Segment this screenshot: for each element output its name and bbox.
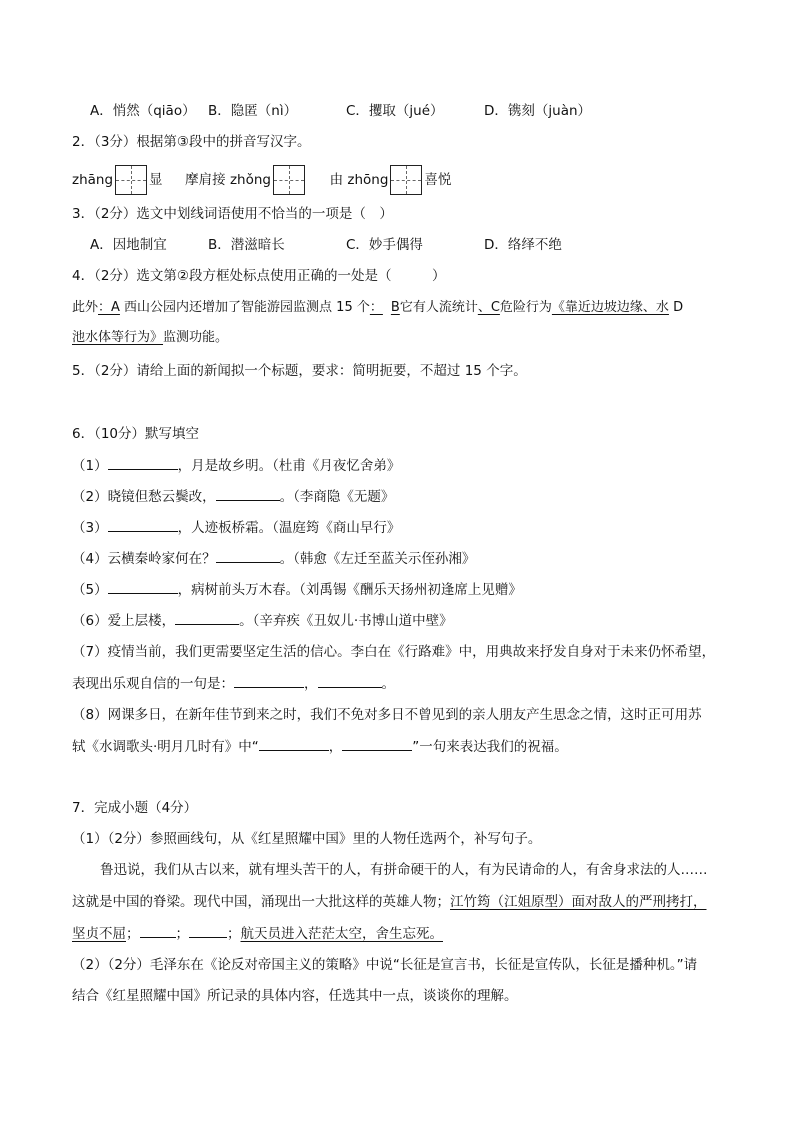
q2-tianzi-box-1[interactable] <box>115 165 147 195</box>
q6-item-7-line-2 <box>72 673 395 694</box>
q6-item-2 <box>72 486 394 507</box>
q6-blank-5[interactable] <box>108 579 178 594</box>
q7-passage-line-3 <box>72 923 443 944</box>
q6-item-1 <box>72 455 400 476</box>
q3-stem: 3．（2分）选文中划线词语使用不恰当的一项是（ ） <box>72 206 393 222</box>
q4-mark-c: 、C <box>477 300 500 315</box>
q4-text: 监测功能。 <box>163 330 229 345</box>
q6-text: 。（辛弃疾《丑奴儿·书博山道中壁》 <box>239 613 453 629</box>
q6-item-8-line-2 <box>72 736 568 757</box>
q7-text: ； <box>227 926 241 942</box>
q6-text: ，月是故乡明。（杜甫《月夜忆舍弟》 <box>177 458 401 474</box>
q6-text: ”一句来表达我们的祝福。 <box>412 739 568 755</box>
q4-passage-line-1 <box>72 298 683 318</box>
q1-options <box>90 101 591 121</box>
q6-blank-1[interactable] <box>108 455 178 470</box>
q6-text: （1） <box>72 458 108 474</box>
q2-tianzi-box-3[interactable] <box>390 165 422 195</box>
q6-text: ， <box>328 739 343 755</box>
q4-passage-line-2 <box>72 328 228 348</box>
q6-text: （4）云横秦岭家何在？ <box>72 551 216 567</box>
q7-blank-2[interactable] <box>189 923 227 938</box>
q1-option-b[interactable]: B．隐匿（nì） <box>208 103 298 119</box>
q6-item-5 <box>72 579 522 600</box>
q6-text: 表现出乐观自信的一句是： <box>72 676 234 692</box>
q6-text: （6）爱上层楼， <box>72 613 176 629</box>
q4-underlined-text: 《靠近边坡边缘、水 <box>551 300 669 315</box>
q4-text: 西山公园内还增加了智能游园监测点 15 个 <box>119 300 370 315</box>
q4-text: 它有人流统计 <box>399 300 478 315</box>
q6-blank-3[interactable] <box>108 517 178 532</box>
q7-sub1-stem: （1）（2分）参照画线句，从《红星照耀中国》里的人物任选两个，补写句子。 <box>72 831 542 847</box>
q6-text: （5） <box>72 582 108 598</box>
q6-blank-7b[interactable] <box>318 673 382 688</box>
q6-blank-8b[interactable] <box>342 736 412 751</box>
q2-after-3: 喜悦 <box>424 172 452 188</box>
q4-text: 危险行为 <box>499 300 552 315</box>
q6-blank-8a[interactable] <box>259 736 329 751</box>
q4-mark-d: D <box>668 300 684 315</box>
q2-stem: 2．（3分）根据第③段中的拼音写汉字。 <box>72 134 311 150</box>
q7-text: ； <box>175 926 189 942</box>
q3-options <box>90 235 562 255</box>
q2-pinyin-2: zhǒng <box>229 172 271 188</box>
q1-option-c[interactable]: C．攫取（jué） <box>346 103 444 119</box>
q6-item-4 <box>72 548 475 569</box>
q4-mark-a: ：A <box>98 300 120 315</box>
q3-option-a[interactable]: A．因地制宜 <box>90 237 167 253</box>
q2-tianzi-box-2[interactable] <box>273 165 305 195</box>
q7-passage-line-1: 鲁迅说，我们从古以来，就有埋头苦干的人，有拼命硬干的人，有为民请命的人，有舍身求法的人…… <box>100 862 708 878</box>
q6-text: 。（李商隐《无题》 <box>279 489 395 505</box>
q6-blank-2[interactable] <box>216 486 280 501</box>
q7-underlined-text: 江竹筠（江姐原型）面对敌人的严刑拷打， <box>450 894 707 910</box>
q4-stem: 4．（2分）选文第②段方框处标点使用正确的一处是（ ） <box>72 268 446 284</box>
q6-text: ，病树前头万木春。（刘禹锡《酬乐天扬州初逢席上见赠》 <box>177 582 522 598</box>
q7-sub2-line-2: 结合《红星照耀中国》所记录的具体内容，任选其中一点，谈谈你的理解。 <box>72 988 518 1004</box>
q7-sub2-line-1: （2）（2分）毛泽东在《论反对帝国主义的策略》中说“长征是宣言书，长征是宣传队，长征是播种机。”请 <box>72 957 698 973</box>
q3-option-d[interactable]: D．络绎不绝 <box>484 237 562 253</box>
q6-stem: 6．（10分）默写填空 <box>72 426 200 442</box>
q6-item-3 <box>72 517 400 538</box>
q6-text: ， <box>304 676 318 692</box>
q7-stem: 7．完成小题（4分） <box>72 800 198 816</box>
q1-option-a[interactable]: A．悄然（qiāo） <box>90 103 196 119</box>
q1-option-d[interactable]: D．镌刻（juàn） <box>484 103 592 119</box>
q6-blank-4[interactable] <box>216 548 280 563</box>
q6-text: 轼《水调歌头·明月几时有》中“ <box>72 739 259 755</box>
q7-text: ； <box>126 926 140 942</box>
q2-items <box>72 164 451 196</box>
q2-before-2: 摩肩接 <box>185 172 226 188</box>
q2-before-3: 由 <box>329 172 344 188</box>
q6-text: 。（韩愈《左迁至蓝关示侄孙湘》 <box>279 551 476 567</box>
q3-option-c[interactable]: C．妙手偶得 <box>346 237 423 253</box>
q4-mark-b: B <box>390 300 400 315</box>
q7-blank-1[interactable] <box>140 923 176 938</box>
q6-text: ，人迹板桥霜。（温庭筠《商山早行》 <box>177 520 401 536</box>
q6-blank-6[interactable] <box>175 610 239 625</box>
q4-text: 此外 <box>72 300 99 315</box>
q6-item-7-line-1: （7）疫情当前，我们更需要坚定生活的信心。李白在《行路难》中，用典故来抒发自身对于未来仍怀希望， <box>72 644 716 660</box>
q4-underlined-text: 池水体等行为》 <box>72 330 164 345</box>
q7-passage-line-2 <box>72 892 707 912</box>
q6-blank-7a[interactable] <box>234 673 304 688</box>
q6-item-8-line-1: （8）网课多日，在新年佳节到来之时，我们不免对多日不曾见到的亲人朋友产生思念之情，这时正可用苏 <box>72 707 702 723</box>
q2-pinyin-1: zhāng <box>72 172 114 188</box>
q2-after-1: 显 <box>149 172 163 188</box>
q5-stem: 5．（2分）请给上面的新闻拟一个标题，要求：简明扼要，不超过 15 个字。 <box>72 363 527 379</box>
q6-text: （2）晓镜但愁云鬓改， <box>72 489 216 505</box>
q4-mark-b-colon: ： <box>369 300 383 315</box>
q7-underlined-text: 航天员进入茫茫太空，舍生忘死。 <box>240 926 443 942</box>
q7-underlined-text: 坚贞不屈 <box>72 926 126 942</box>
q7-text: 这就是中国的脊梁。现代中国，涌现出一大批这样的英雄人物； <box>72 894 450 910</box>
q6-item-6 <box>72 610 453 631</box>
q2-pinyin-3: zhōng <box>347 172 389 188</box>
q6-text: 。 <box>381 676 395 692</box>
q6-text: （3） <box>72 520 108 536</box>
q3-option-b[interactable]: B．潜滋暗长 <box>208 237 285 253</box>
